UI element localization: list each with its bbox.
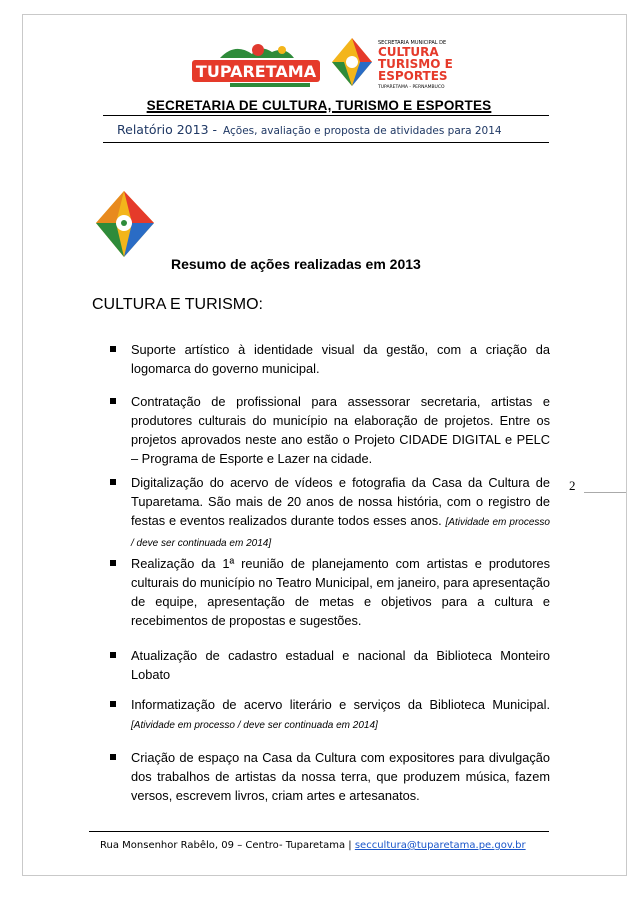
page-number: 2 (569, 478, 576, 493)
tuparetama-logo-text: TUPARETAMA (195, 62, 317, 81)
bullet-icon (110, 754, 116, 760)
svg-text:ESPORTES: ESPORTES (378, 69, 448, 83)
list-item (110, 695, 550, 735)
page-number-rule (584, 492, 626, 493)
report-header (103, 115, 549, 143)
footer-divider (89, 831, 549, 832)
footer-address: Rua Monsenhor Rabêlo, 09 – Centro- Tuparetama | (100, 840, 355, 851)
secretaria-logo (330, 34, 455, 94)
list-item-text: Atualização de cadastro estadual e nacional da Biblioteca Monteiro Lobato (131, 648, 550, 682)
bullet-icon (110, 701, 116, 707)
list-item (110, 646, 550, 684)
list-item-text: Suporte artístico à identidade visual da gestão, com a criação da logomarca do governo municipal. (131, 342, 550, 376)
list-item (110, 392, 550, 468)
section-title: Resumo de ações realizadas em 2013 (171, 256, 421, 272)
svg-text:TUPARETAMA - PERNAMBUCO: TUPARETAMA - PERNAMBUCO (378, 85, 445, 90)
report-title-main: Relatório 2013 - (117, 122, 218, 137)
org-title: SECRETARIA DE CULTURA, TURISMO E ESPORTES (146, 98, 492, 113)
list-item-text (131, 473, 550, 553)
list-item (110, 473, 550, 553)
bullet-icon (110, 346, 116, 352)
section-heading: CULTURA E TURISMO: (92, 296, 263, 313)
svg-text:CULTURA: CULTURA (378, 45, 439, 59)
list-item (110, 340, 550, 378)
bullet-icon (110, 652, 116, 658)
emblem-image (92, 187, 157, 267)
list-item (110, 748, 550, 805)
bullet-icon (110, 479, 116, 485)
report-subtitle: Ações, avaliação e proposta de atividades para 2014 (223, 125, 502, 137)
list-item-text: Realização da 1ª reunião de planejamento com artistas e produtores culturais do município no Teatro Municipal, em janeiro, para apresentação de equipe, apresentação de metas e objetivos para a cultura e recebimentos de propostas e sugestões. (131, 556, 550, 628)
list-item-body: Informatização de acervo literário e serviços da Biblioteca Municipal. (131, 697, 550, 712)
list-item-text (131, 695, 550, 735)
tuparetama-logo (190, 40, 322, 90)
svg-text:TURISMO E: TURISMO E (378, 57, 453, 71)
list-item-note: [Atividade em processo / deve ser continuada em 2014] (131, 720, 378, 731)
svg-text:SECRETARIA MUNICIPAL DE: SECRETARIA MUNICIPAL DE (378, 40, 447, 46)
report-title (117, 122, 502, 137)
list-item-text: Contratação de profissional para assessorar secretaria, artistas e produtores culturais do município na elaboração de projetos. Entre os projetos aprovados neste ano estão o Projeto CIDADE DIGITAL e PELC – Programa de Esporte e Lazer na cidade. (131, 394, 550, 466)
bullet-icon (110, 398, 116, 404)
list-item-body: Digitalização do acervo de vídeos e fotografia da Casa da Cultura de Tuparetama. São mais de 20 anos de nossa história, com o registro de festas e eventos realizados durante todos esses anos. (131, 475, 550, 528)
header-logos (190, 34, 455, 94)
list-item-note: [Atividade em processo / deve ser continuada em 2014] (131, 517, 550, 549)
list-item (110, 554, 550, 630)
bullet-icon (110, 560, 116, 566)
list-item-text: Criação de espaço na Casa da Cultura com expositores para divulgação dos trabalhos de artistas da nossa terra, que produzem música, fazem versos, escrevem livros, criam artes e artesanatos. (131, 750, 550, 803)
footer (100, 840, 526, 851)
footer-email-link[interactable]: seccultura@tuparetama.pe.gov.br (354, 840, 526, 851)
